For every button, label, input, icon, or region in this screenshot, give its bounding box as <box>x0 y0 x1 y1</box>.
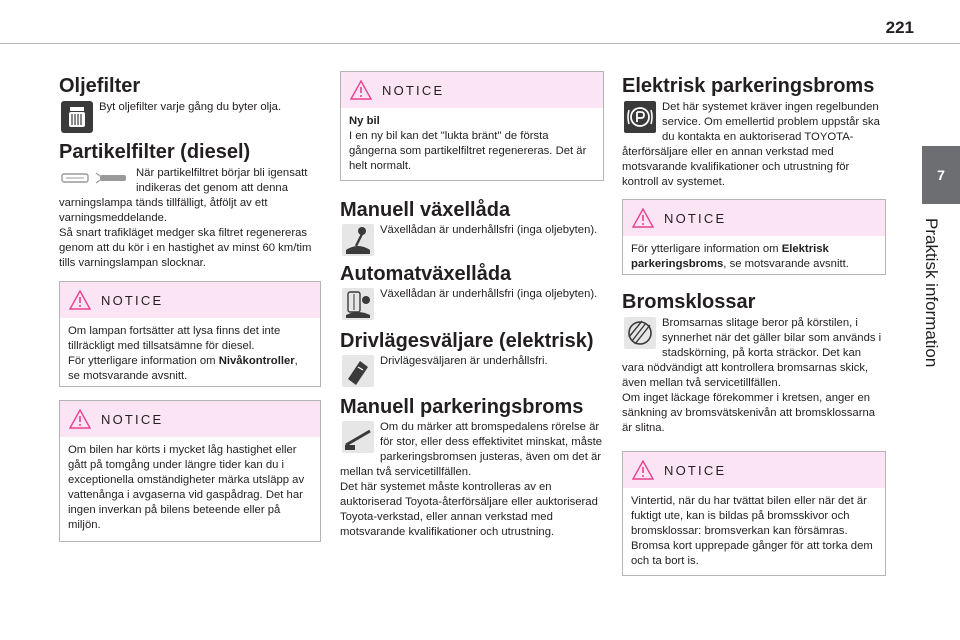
section-title: Oljefilter <box>59 75 141 97</box>
particle-filter-body <box>59 166 321 271</box>
notice-header <box>60 282 320 318</box>
paragraph: När partikelfiltret börjar bli igensatt indikeras det genom att denna varningslampa tänds tillfälligt, åtföljt av ett varningsmeddelande. <box>59 167 308 224</box>
section-oil-filter <box>59 74 321 98</box>
section-brake-pads <box>622 290 886 314</box>
text-span: , se motsvarande avsnitt. <box>68 355 298 382</box>
oil-filter-text: Byt oljefilter varje gång du byter olja. <box>99 101 282 113</box>
oil-filter-icon <box>59 101 94 133</box>
page-number: 221 <box>885 18 914 37</box>
section-electric-parking-brake <box>622 74 886 98</box>
bold-link-text: Elektrisk parkeringsbroms <box>631 243 829 270</box>
notice-subtitle: Ny bil <box>349 115 380 127</box>
notice-box <box>59 400 321 542</box>
gear-selector-body <box>340 354 604 389</box>
electric-parking-brake-icon <box>622 101 657 133</box>
electric-parking-brake-text: Det här systemet kräver ingen regelbunden service. Om emellertid problem uppstår ska du kontakta en auktoriserad TOYOTA-återförsäljare eller en annan verkstad med motsvarande kvalifikationer och utrustning för kontroll av systemet. <box>622 101 880 188</box>
section-title: Bromsklossar <box>622 291 756 313</box>
notice-body <box>341 108 603 180</box>
notice-title: NOTICE <box>382 82 445 98</box>
text-span: För ytterligare information om <box>68 355 219 367</box>
oil-filter-body <box>59 100 321 135</box>
parking-brake-lever-icon <box>340 421 375 453</box>
notice-header <box>341 72 603 108</box>
manual-gearbox-text: Växellådan är underhållsfri (inga oljebyten). <box>380 224 598 236</box>
notice-body: Vintertid, när du har tvättat bilen eller när det är fuktigt ute, kan is bildas på bromsskivor och bromsklossar: bromsverkan kan försämras. Bromsa kort upprepade gånger för att torka dem och ta bort is. <box>631 495 873 567</box>
paragraph: Bromsarnas slitage beror på körstilen, i synnerhet när det gäller bilar som används i stadskörning, på korta sträckor. Det kan vara nödvändigt att kontrollera bromsarnas skick, även mellan två servicetillfällen. <box>622 317 882 389</box>
warning-icon <box>632 208 654 228</box>
paragraph: Så snart trafikläget medger ska filtret regenereras genom att du kör i en hastighet av minst 60 km/tim tills varningslampan slocknar. <box>59 227 312 269</box>
notice-header <box>60 401 320 437</box>
paragraph: Om du märker att bromspedalens rörelse är för stor, eller dess effektivitet minskat, måste parkeringsbromsen justeras, även om det är mellan två servicetillfällen. <box>340 421 603 478</box>
electric-parking-brake-body <box>622 100 886 190</box>
notice-box <box>59 281 321 387</box>
paragraph: Det här systemet måste kontrolleras av en auktoriserad Toyota-återförsäljare eller auktoriserad Toyota-verkstad, eller annan verkstad med motsvarande kvalifikationer och utrustning. <box>340 481 598 538</box>
manual-gearbox-body <box>340 223 604 258</box>
section-title: Elektrisk parkeringsbroms <box>622 75 875 97</box>
section-title: Manuell parkeringsbroms <box>340 396 584 418</box>
section-title: Manuell växellåda <box>340 199 511 221</box>
manual-gearbox-icon <box>340 224 375 256</box>
manual-parking-brake-text <box>340 420 604 540</box>
automatic-gearbox-icon <box>340 288 375 320</box>
section-particle-filter <box>59 140 321 164</box>
section-manual-parking-brake <box>340 395 604 419</box>
notice-body <box>60 318 320 390</box>
gear-selector-icon <box>340 355 375 387</box>
chapter-tab[interactable]: 7 <box>922 146 960 204</box>
warning-icon <box>69 409 91 429</box>
paragraph: Om lampan fortsätter att lysa finns det inte tillräckligt med tillsatsämne för diesel. <box>68 325 281 352</box>
notice-header <box>623 200 885 236</box>
brake-pads-text <box>622 316 886 436</box>
header-divider <box>0 43 960 44</box>
section-gear-selector <box>340 329 604 353</box>
section-manual-gearbox <box>340 198 604 222</box>
section-title: Drivlägesväljare (elektrisk) <box>340 330 594 352</box>
manual-parking-brake-body <box>340 420 604 540</box>
paragraph <box>631 242 877 272</box>
chapter-label: Praktisk information <box>922 218 941 368</box>
notice-title: NOTICE <box>664 462 727 478</box>
notice-header <box>623 452 885 488</box>
paragraph <box>68 354 312 384</box>
brake-pads-icon <box>622 317 657 349</box>
warning-icon <box>632 460 654 480</box>
auto-gearbox-body <box>340 287 604 322</box>
text-span: , se motsvarande avsnitt. <box>723 258 849 270</box>
notice-body <box>623 236 885 278</box>
paragraph: Om inget läckage förekommer i kretsen, anger en sänkning av bromsvätskenivån att bromsklossarna är slitna. <box>622 392 876 434</box>
notice-box <box>622 451 886 576</box>
notice-title: NOTICE <box>101 411 164 427</box>
notice-body: Om bilen har körts i mycket låg hastighet eller gått på tomgång under längre tider kan du i exceptionella omständigheter märka utsläpp av vattenånga i avgaserna vid gaspådrag. Det har ingen inverkan på bilens beteende eller på miljön. <box>68 444 305 531</box>
paragraph: I en ny bil kan det "lukta bränt" de första gångerna som partikelfiltret regenereras. Det är helt normalt. <box>349 130 587 172</box>
section-title: Partikelfilter (diesel) <box>59 141 251 163</box>
auto-gearbox-text: Växellådan är underhållsfri (inga oljebyten). <box>380 288 598 300</box>
notice-title: NOTICE <box>101 292 164 308</box>
notice-title: NOTICE <box>664 210 727 226</box>
particle-filter-warning-icon <box>59 170 131 186</box>
warning-icon <box>350 80 372 100</box>
brake-pads-body <box>622 316 886 436</box>
notice-box <box>340 71 604 181</box>
bold-link-text: Nivåkontroller <box>218 355 295 367</box>
notice-box <box>622 199 886 275</box>
warning-icon <box>69 290 91 310</box>
section-auto-gearbox <box>340 262 604 286</box>
text-span: För ytterligare information om <box>631 243 782 255</box>
gear-selector-text: Drivlägesväljaren är underhållsfri. <box>380 355 548 367</box>
section-title: Automatväxellåda <box>340 263 512 285</box>
